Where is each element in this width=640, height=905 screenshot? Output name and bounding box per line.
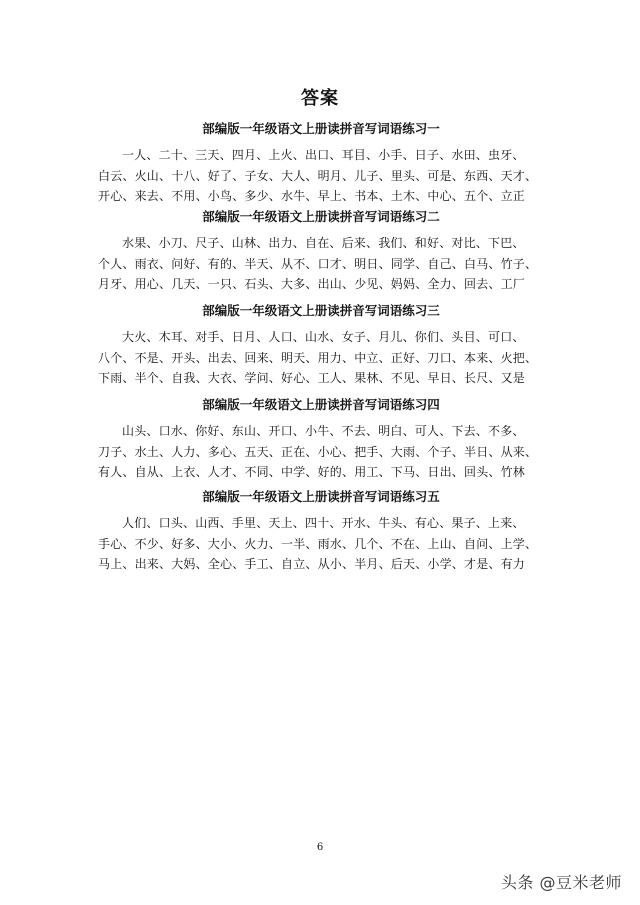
answer-line: 开心、来去、不用、小鸟、多少、水牛、早上、书本、土木、中心、五个、立正	[98, 189, 526, 203]
answer-line: 有人、自从、上衣、人才、不同、中学、好的、用工、下马、日出、回头、竹林	[98, 465, 526, 479]
answer-line: 一人、二十、三天、四月、上火、出口、耳目、小手、日子、水田、虫牙、	[122, 148, 525, 162]
section-exercise-2	[98, 208, 544, 295]
section-heading: 部编版一年级语文上册读拼音写词语练习一	[202, 121, 440, 136]
answer-line: 马上、出来、大妈、全心、手工、自立、从小、半月、后天、小学、才是、有力	[98, 557, 526, 571]
section-heading: 部编版一年级语文上册读拼音写词语练习二	[202, 209, 440, 224]
answer-line: 月牙、用心、几天、一只、石头、大多、出山、少见、妈妈、全力、回去、工厂	[98, 277, 526, 291]
answer-line: 白云、火山、十八、好了、子女、大人、明月、儿子、里头、可是、东西、天才、	[98, 168, 538, 183]
section-exercise-3	[98, 302, 544, 389]
answer-line: 八个、不是、开头、出去、回来、明天、用力、中立、正好、刀口、本来、火把、	[98, 350, 538, 365]
page-title: 答案	[301, 88, 339, 109]
answer-line: 个人、雨衣、问好、有的、半天、从不、口才、明日、同学、自己、白马、竹子、	[98, 256, 538, 271]
answer-line: 人们、口头、山西、手里、天上、四十、开水、牛头、有心、果子、上来、	[122, 516, 525, 530]
section-heading: 部编版一年级语文上册读拼音写词语练习四	[202, 397, 440, 412]
section-heading: 部编版一年级语文上册读拼音写词语练习三	[202, 303, 440, 318]
answer-line: 水果、小刀、尺子、山林、出力、自在、后来、我们、和好、对比、下巴、	[122, 236, 525, 250]
section-exercise-1	[98, 120, 544, 207]
section-exercise-4	[98, 396, 544, 483]
answer-line: 大火、木耳、对手、日月、人口、山水、女子、月儿、你们、头目、可口、	[122, 330, 525, 344]
section-heading: 部编版一年级语文上册读拼音写词语练习五	[202, 489, 440, 504]
watermark: 头条 @豆米老师	[500, 873, 622, 892]
answer-line: 刀子、水土、人力、多心、五天、正在、小心、把手、大雨、个子、半日、从来、	[98, 444, 538, 459]
page-number: 6	[316, 842, 324, 853]
section-exercise-5	[98, 488, 544, 575]
answer-line: 山头、口水、你好、东山、开口、小牛、不去、明白、可人、下去、不多、	[122, 424, 525, 438]
answer-line: 手心、不少、好多、大小、火力、一半、雨水、几个、不在、上山、自问、上学、	[98, 536, 538, 551]
answer-line: 下雨、半个、自我、大衣、学问、好心、工人、果林、不见、早日、长尺、又是	[98, 371, 526, 385]
